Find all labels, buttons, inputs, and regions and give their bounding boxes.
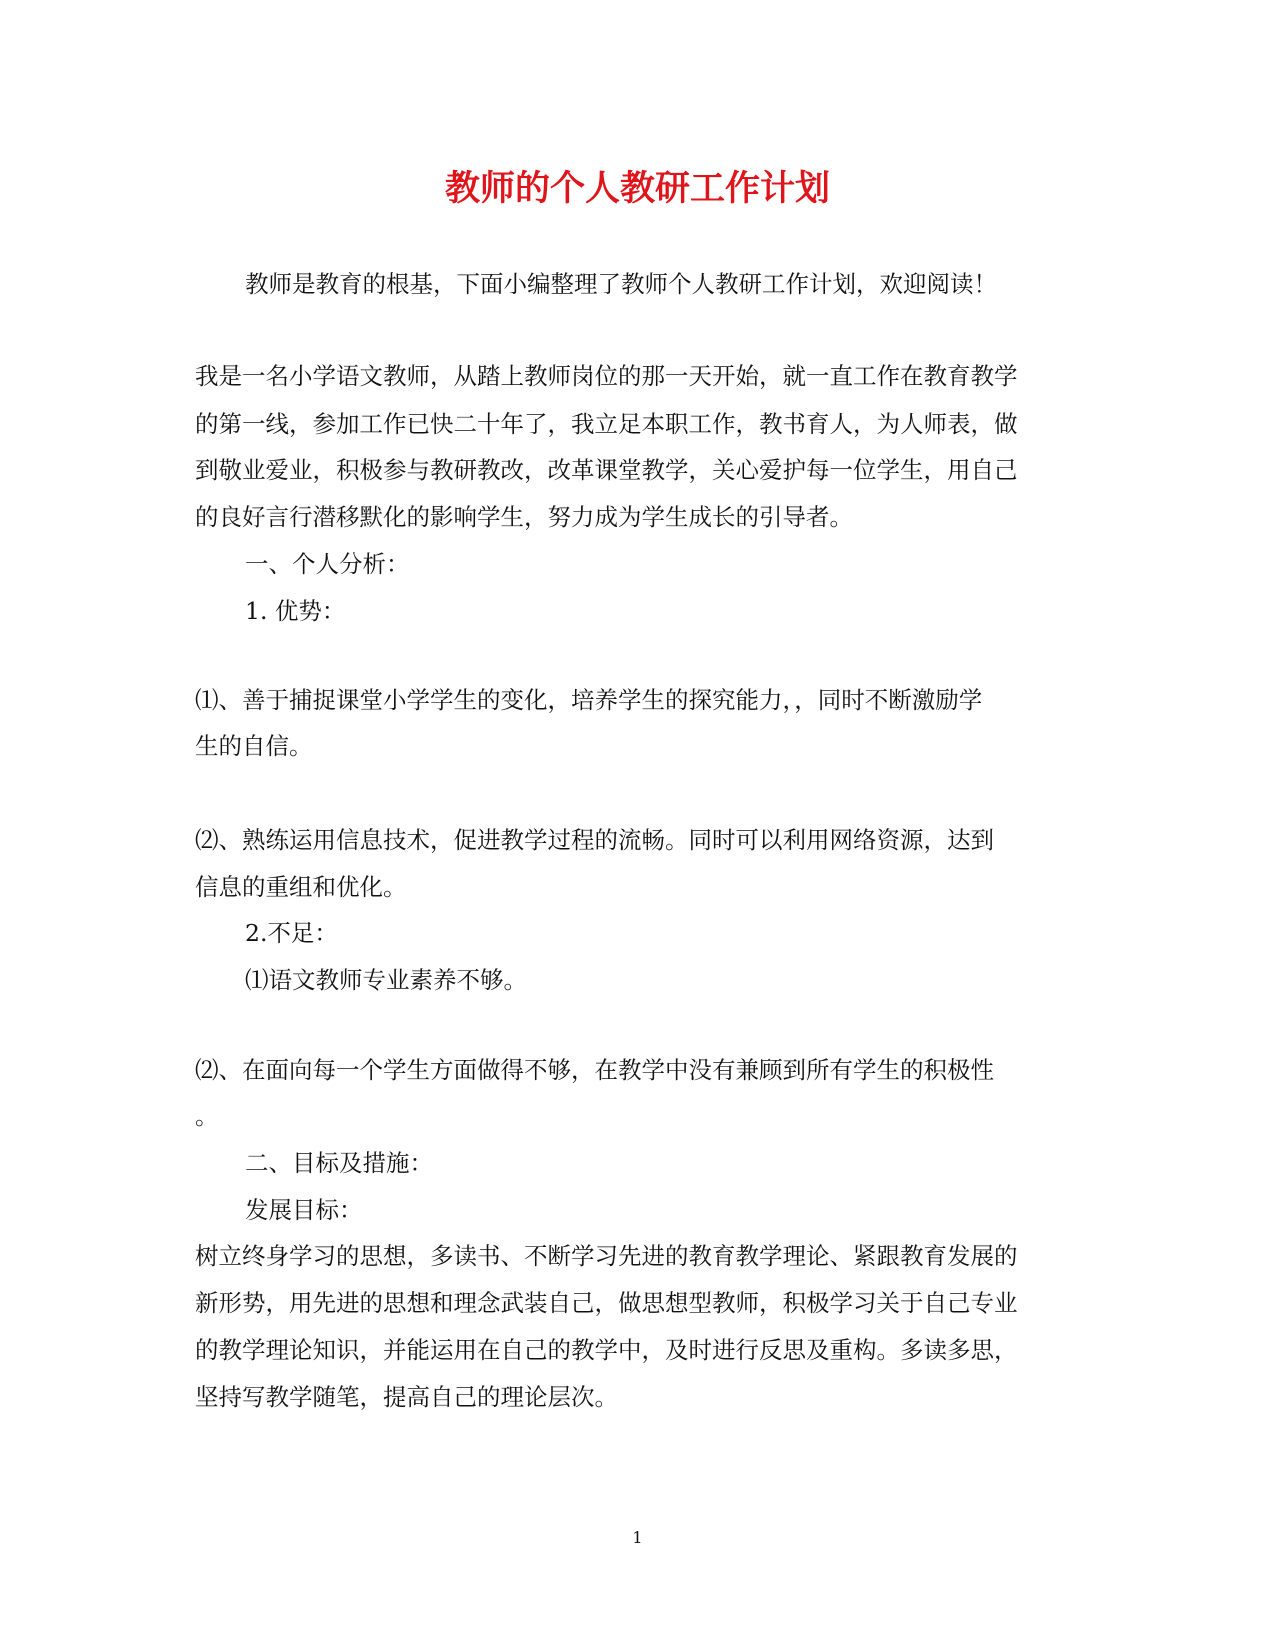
intro-paragraph: 教师是教育的根基，下面小编整理了教师个人教研工作计划，欢迎阅读！ xyxy=(245,270,997,298)
strength1-line-2: 生的自信。 xyxy=(195,732,313,760)
weakness2-line-1: ⑵、在面向每一个学生方面做得不够，在教学中没有兼顾到所有学生的积极性 xyxy=(195,1056,994,1084)
weakness1-line: ⑴语文教师专业素养不够。 xyxy=(245,966,527,994)
para1-line-1: 我是一名小学语文教师，从踏上教师岗位的那一天开始，就一直工作在教育教学 xyxy=(195,362,1018,390)
para1-line-2: 的第一线，参加工作已快二十年了，我立足本职工作，教书育人，为人师表，做 xyxy=(195,410,1018,438)
goal-line-4: 坚持写教学随笔，提高自己的理论层次。 xyxy=(195,1383,618,1411)
para1-line-4: 的良好言行潜移默化的影响学生，努力成为学生成长的引导者。 xyxy=(195,503,853,531)
strength2-line-2: 信息的重组和优化。 xyxy=(195,873,407,901)
strength1-line-1: ⑴、善于捕捉课堂小学学生的变化，培养学生的探究能力，，同时不断激励学 xyxy=(195,686,983,714)
goal-line-2: 新形势，用先进的思想和理念武装自己，做思想型教师，积极学习关于自己专业 xyxy=(195,1289,1018,1317)
section2-heading: 二、目标及措施： xyxy=(245,1149,433,1177)
document-title: 教师的个人教研工作计划 xyxy=(444,168,830,209)
weakness2-line-2: 。 xyxy=(195,1102,219,1130)
section1-sub-strengths: 1. 优势： xyxy=(245,597,346,625)
goal-line-1: 树立终身学习的思想，多读书、不断学习先进的教育教学理论、紧跟教育发展的 xyxy=(195,1242,1018,1270)
goal-heading: 发展目标： xyxy=(245,1196,363,1224)
para1-line-3: 到敬业爱业，积极参与教研教改，改革课堂教学，关心爱护每一位学生，用自己 xyxy=(195,456,1018,484)
section1-heading: 一、个人分析： xyxy=(245,550,410,578)
strength2-line-1: ⑵、熟练运用信息技术，促进教学过程的流畅。同时可以利用网络资源，达到 xyxy=(195,826,994,854)
section1-sub-weaknesses: 2.不足： xyxy=(245,919,338,947)
goal-line-3: 的教学理论知识，并能运用在自己的教学中，及时进行反思及重构。多读多思， xyxy=(195,1336,1018,1364)
page-number: 1 xyxy=(632,1528,643,1547)
